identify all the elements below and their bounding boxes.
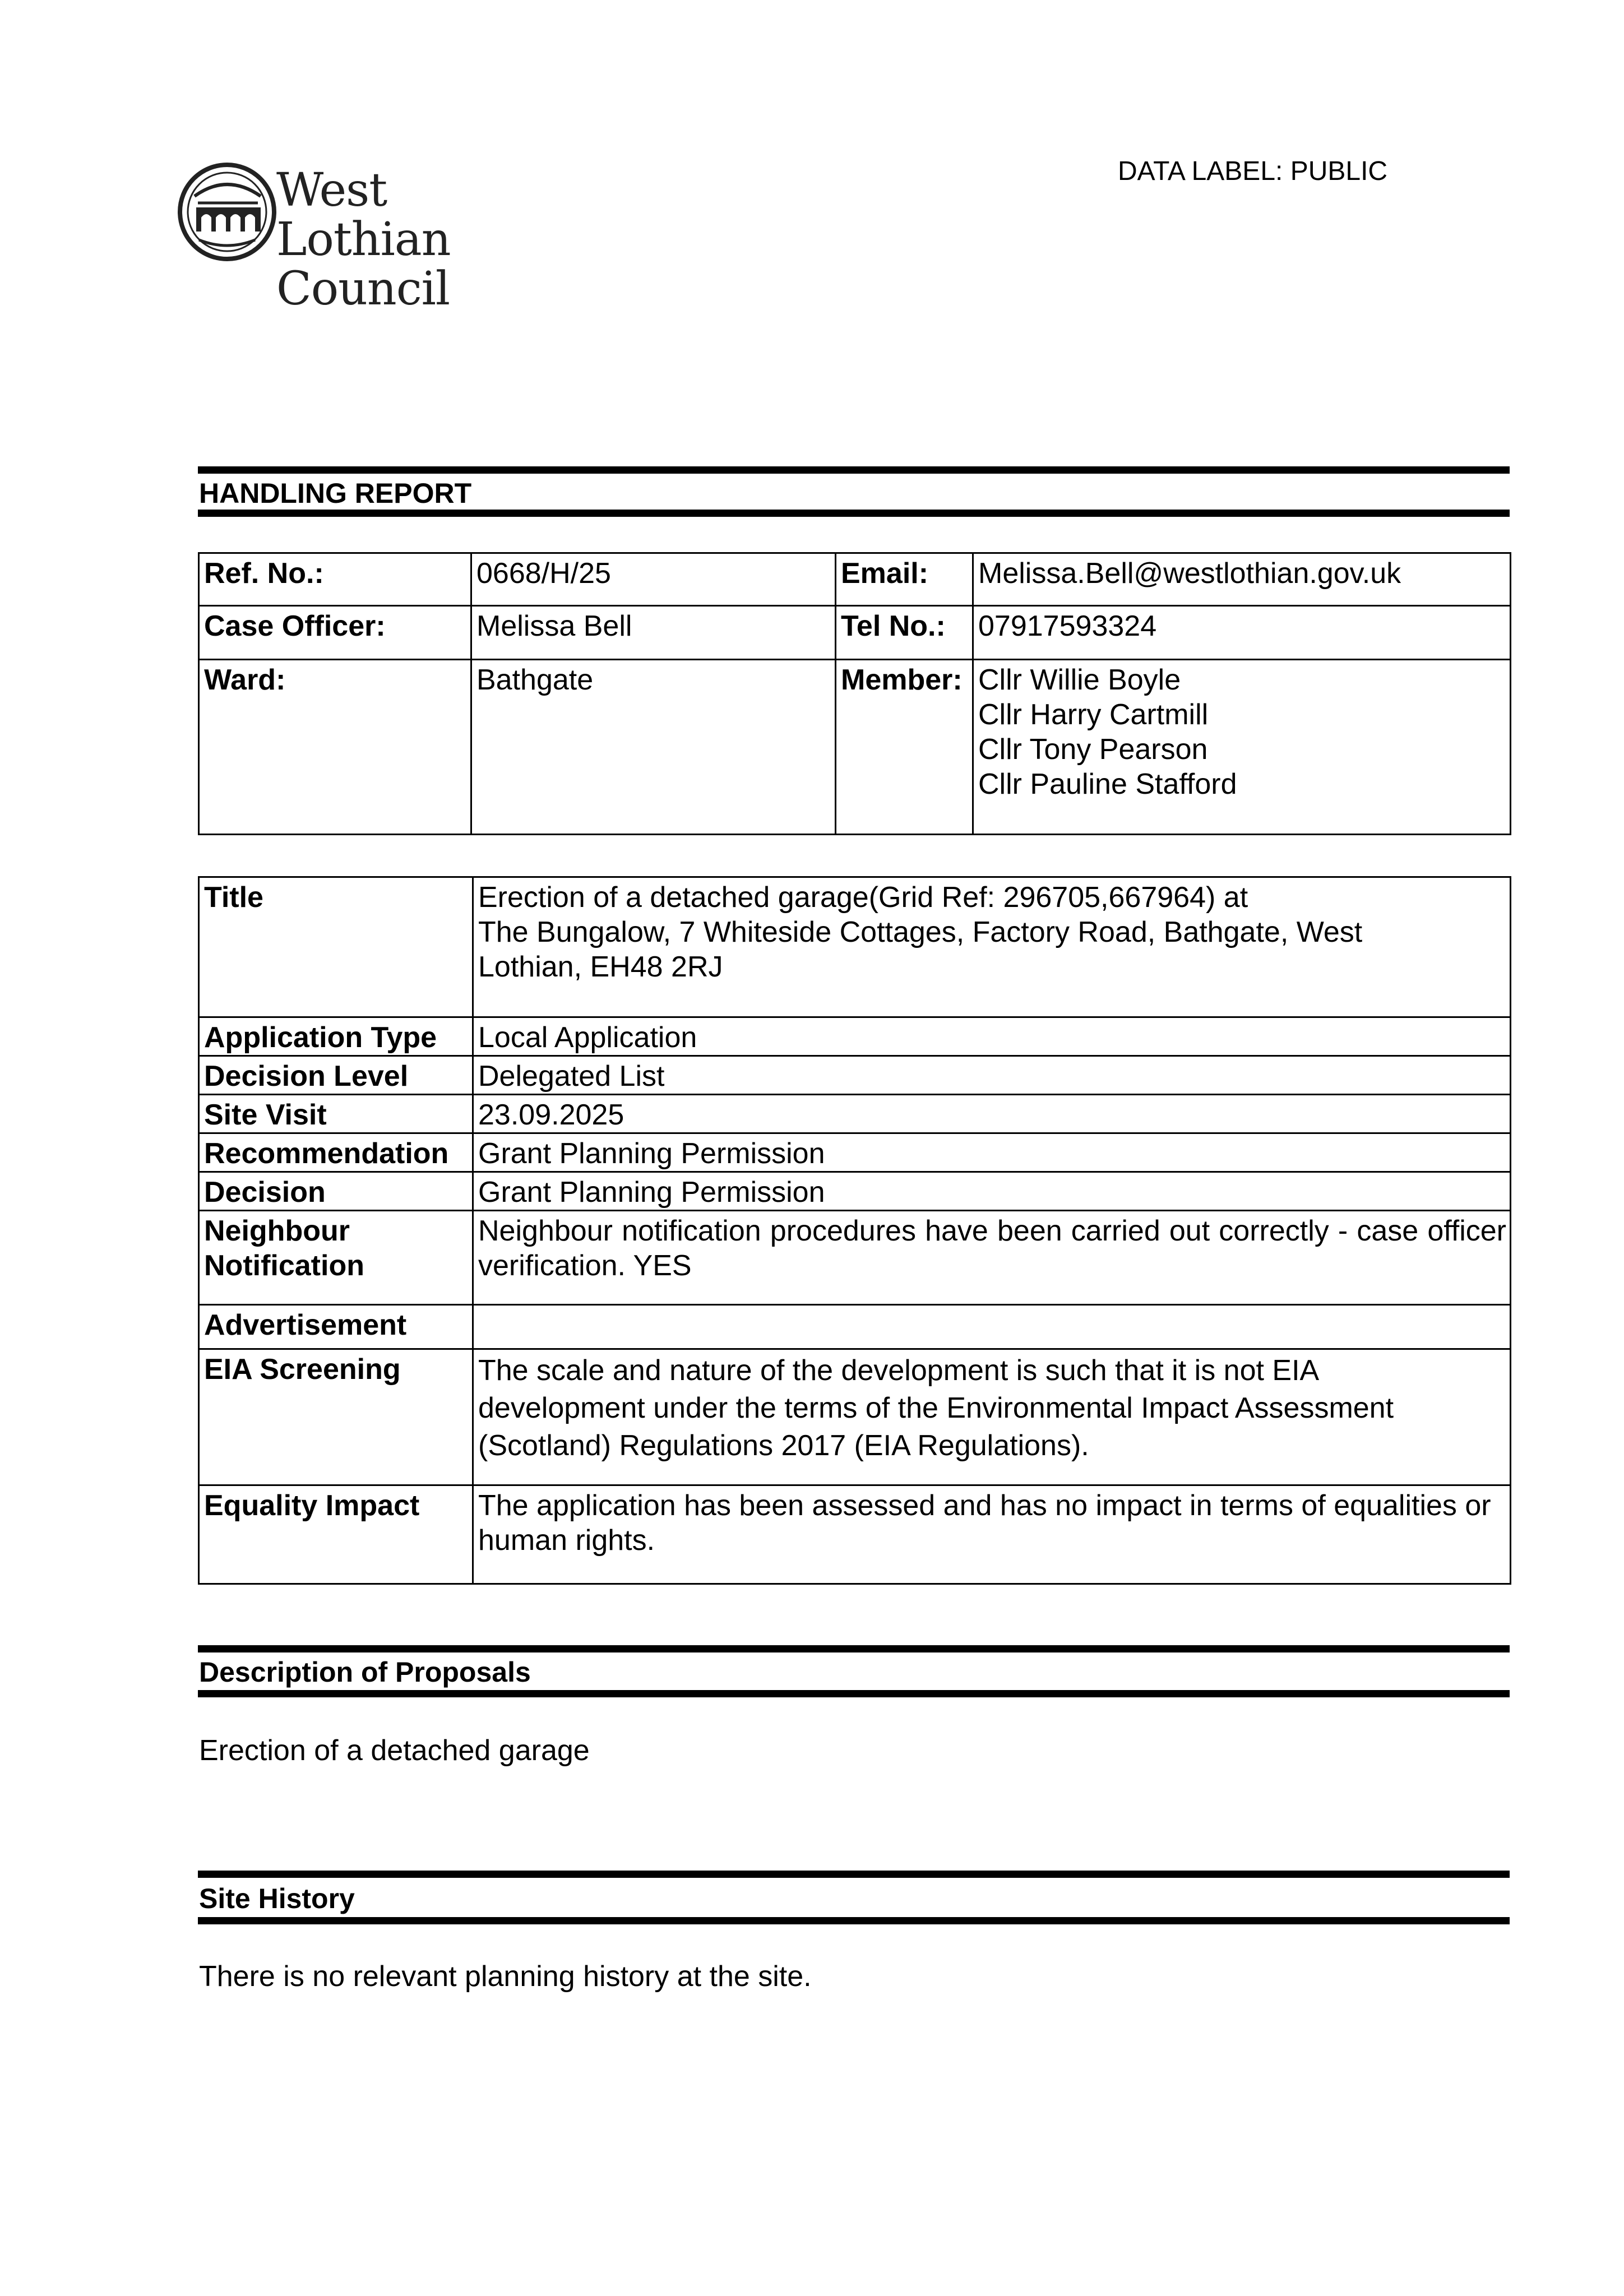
table-row — [199, 606, 1511, 660]
table-row — [199, 1017, 1511, 1056]
table-row — [199, 553, 1511, 606]
neighbour-notification-label — [199, 1211, 473, 1305]
table-row — [199, 1133, 1511, 1172]
site-history-heading: Site History — [199, 1883, 355, 1914]
email-value: Melissa.Bell@westlothian.gov.uk — [973, 553, 1511, 606]
table-row — [199, 1095, 1511, 1133]
title-line: The Bungalow, 7 Whiteside Cottages, Factory Road, Bathgate, West — [478, 916, 1363, 948]
member-label: Member: — [836, 660, 973, 835]
table-row — [199, 1211, 1511, 1305]
tel-label: Tel No.: — [836, 606, 973, 660]
case-officer-value: Melissa Bell — [471, 606, 836, 660]
decision-label: Decision — [199, 1172, 473, 1211]
member-item: Cllr Willie Boyle — [978, 664, 1181, 696]
viaduct-emblem-icon — [177, 161, 277, 262]
eia-screening-value: The scale and nature of the development is such that it is not EIA development under the terms of the Environmental Impact Assessment (Scotland) Regulations 2017 (EIA Regulations). — [473, 1349, 1511, 1485]
title-line: Lothian, EH48 2RJ — [478, 951, 723, 983]
neighbour-label-line: Neighbour — [204, 1215, 350, 1247]
title-line: Erection of a detached garage(Grid Ref: 296705,667964) at — [478, 881, 1248, 914]
title-label: Title — [199, 877, 473, 1017]
table-row — [199, 877, 1511, 1017]
table-row — [199, 1172, 1511, 1211]
rule-bottom — [198, 1917, 1510, 1924]
tel-value: 07917593324 — [973, 606, 1511, 660]
neighbour-notification-value: Neighbour notification procedures have been carried out correctly - case officer verification. YES — [473, 1211, 1511, 1305]
council-logo — [177, 161, 558, 316]
details-table — [198, 876, 1511, 1585]
recommendation-value: Grant Planning Permission — [473, 1133, 1511, 1172]
table-row — [199, 1485, 1511, 1584]
rule-bottom — [198, 510, 1510, 517]
table-row — [199, 1305, 1511, 1349]
title-value — [473, 877, 1511, 1017]
council-name — [276, 166, 558, 314]
application-type-label: Application Type — [199, 1017, 473, 1056]
contact-table — [198, 552, 1511, 835]
equality-impact-value: The application has been assessed and has no impact in terms of equalities or human rights. — [473, 1485, 1511, 1584]
report-title-bar — [198, 466, 1510, 517]
table-row — [199, 1349, 1511, 1485]
neighbour-label-line: Notification — [204, 1249, 364, 1282]
site-visit-value: 23.09.2025 — [473, 1095, 1511, 1133]
member-item: Cllr Pauline Stafford — [978, 768, 1237, 800]
data-label: DATA LABEL: PUBLIC — [1118, 156, 1388, 186]
equality-impact-label: Equality Impact — [199, 1485, 473, 1584]
description-heading-bar — [198, 1645, 1510, 1697]
advertisement-label: Advertisement — [199, 1305, 473, 1349]
email-label: Email: — [836, 553, 973, 606]
description-text: Erection of a detached garage — [199, 1734, 590, 1767]
site-history-heading-bar — [198, 1871, 1510, 1924]
member-item: Cllr Tony Pearson — [978, 733, 1208, 766]
table-row — [199, 660, 1511, 835]
decision-value: Grant Planning Permission — [473, 1172, 1511, 1211]
description-heading: Description of Proposals — [199, 1656, 531, 1688]
decision-level-label: Decision Level — [199, 1056, 473, 1095]
rule-top — [198, 1871, 1510, 1878]
council-name-line1: West Lothian — [276, 164, 451, 266]
council-name-line2: Council — [276, 262, 450, 316]
ward-value: Bathgate — [471, 660, 836, 835]
ref-value: 0668/H/25 — [471, 553, 836, 606]
rule-top — [198, 466, 1510, 474]
ward-label: Ward: — [199, 660, 471, 835]
advertisement-value — [473, 1305, 1511, 1349]
application-type-value: Local Application — [473, 1017, 1511, 1056]
eia-screening-label: EIA Screening — [199, 1349, 473, 1485]
rule-top — [198, 1645, 1510, 1652]
rule-bottom — [198, 1690, 1510, 1697]
recommendation-label: Recommendation — [199, 1133, 473, 1172]
member-item: Cllr Harry Cartmill — [978, 698, 1209, 731]
site-history-text: There is no relevant planning history at the site. — [199, 1960, 812, 1993]
ref-label: Ref. No.: — [199, 553, 471, 606]
report-title: HANDLING REPORT — [199, 478, 472, 509]
decision-level-value: Delegated List — [473, 1056, 1511, 1095]
table-row — [199, 1056, 1511, 1095]
case-officer-label: Case Officer: — [199, 606, 471, 660]
site-visit-label: Site Visit — [199, 1095, 473, 1133]
member-list — [973, 660, 1511, 835]
